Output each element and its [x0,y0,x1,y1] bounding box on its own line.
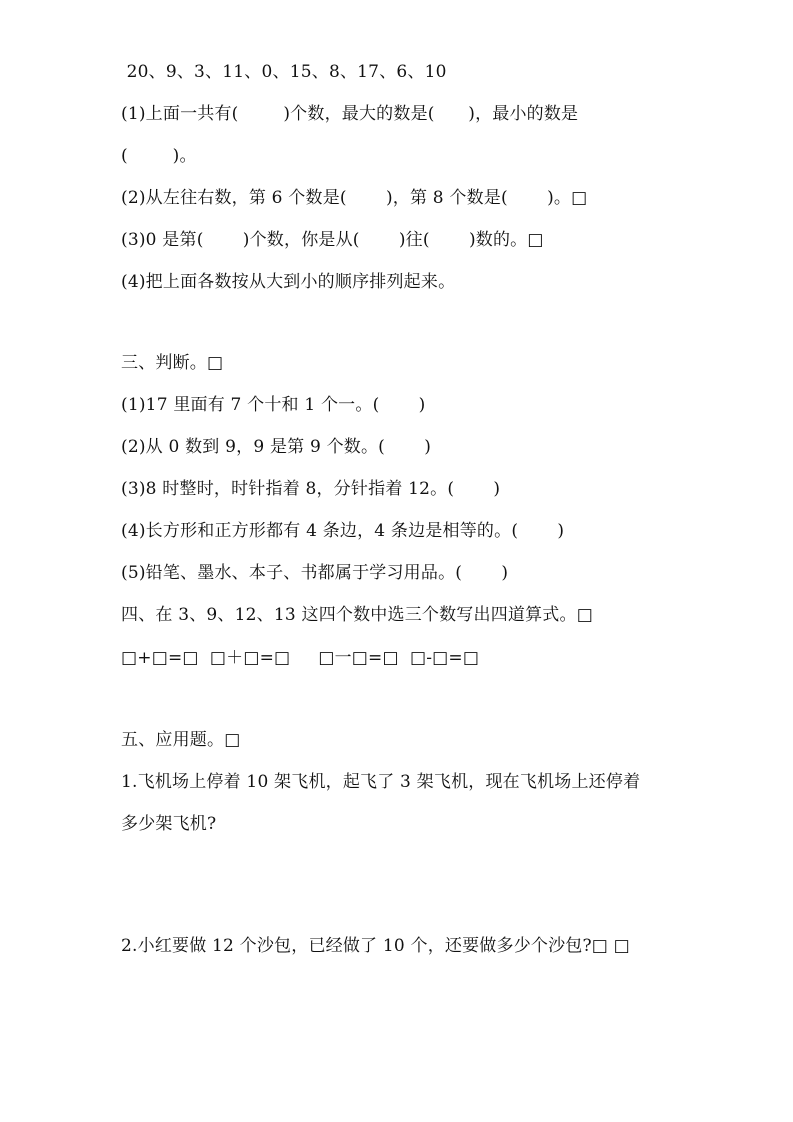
question-2: (2)从左往右数，第 6 个数是( )，第 8 个数是( )。□ [121,188,588,208]
section-4-title: 四、在 3、9、12、13 这四个数中选三个数写出四道算式。□ [121,605,593,625]
formula-blanks: □+□=□ □＋□=□ □一□=□ □-□=□ [121,648,480,668]
section-3-title: 三、判断。□ [121,353,224,373]
question-3: (3)0 是第( )个数，你是从( )往( )数的。□ [121,230,544,250]
question-1-line-1: (1)上面一共有( )个数，最大的数是( )，最小的数是 [121,104,579,124]
judgment-item: (2)从 0 数到 9，9 是第 9 个数。( ) [121,437,432,457]
number-list: 20、9、3、11、0、15、8、17、6、10 [121,62,447,82]
problem-1-line-2: 多少架飞机? [121,814,217,834]
problem-2: 2.小红要做 12 个沙包，已经做了 10 个，还要做多少个沙包?□ □ [121,936,630,956]
question-1-line-2: ( )。 [121,146,197,166]
judgment-item: (5)铅笔、墨水、本子、书都属于学习用品。( ) [121,563,509,583]
section-5-title: 五、应用题。□ [121,730,241,750]
judgment-item: (1)17 里面有 7 个十和 1 个一。( ) [121,395,426,415]
judgment-item: (4)长方形和正方形都有 4 条边，4 条边是相等的。( ) [121,521,565,541]
judgment-item: (3)8 时整时，时针指着 8，分针指着 12。( ) [121,479,501,499]
question-4: (4)把上面各数按从大到小的顺序排列起来。 [121,272,456,292]
problem-1-line-1: 1.飞机场上停着 10 架飞机，起飞了 3 架飞机，现在飞机场上还停着 [121,772,641,792]
